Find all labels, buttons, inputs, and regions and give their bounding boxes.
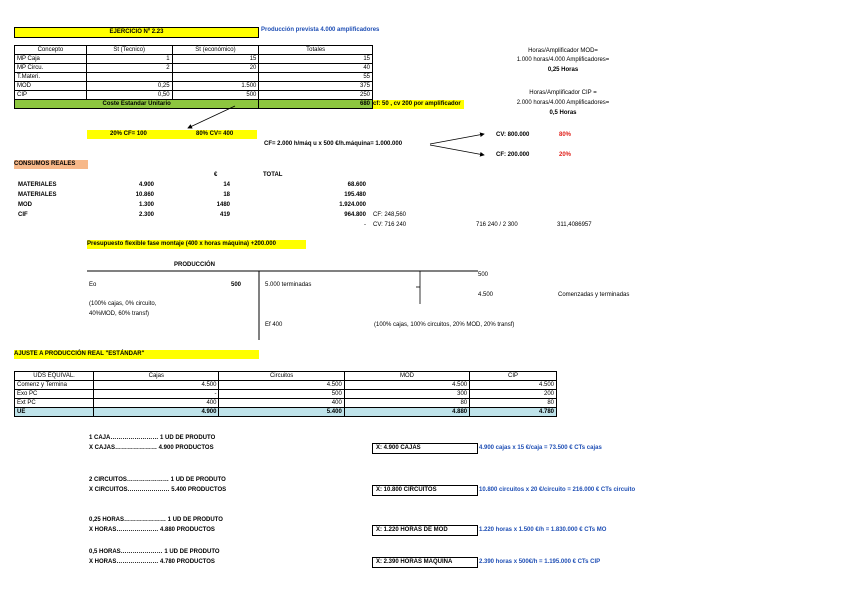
total-value: 680: [259, 100, 373, 109]
col-header: Cajas: [94, 372, 219, 381]
produccion-title: PRODUCCIÓN: [174, 262, 216, 268]
cv-note: CV: 716 240: [373, 222, 407, 228]
consumo-row: 4.900: [138, 182, 154, 188]
consumo-row: 2.300: [138, 212, 154, 218]
cell: 400: [94, 399, 219, 408]
consumo-row: 419: [219, 212, 230, 218]
consumo-row: 10.860: [135, 192, 154, 198]
cell: 400: [219, 399, 344, 408]
cell: MP Caja: [15, 55, 87, 64]
mod-calc-result: 0,25 Horas: [547, 67, 579, 73]
cell: CIP: [15, 91, 87, 100]
consumo-row: 1.300: [138, 202, 154, 208]
rule-line: X HORAS………………… 4.780 PRODUCTOS: [89, 559, 215, 565]
cell: 0,25: [86, 82, 172, 91]
cell: 4.900: [94, 408, 219, 417]
cell: 200: [470, 390, 557, 399]
cf-pct: 20%: [559, 152, 572, 158]
eo-note-2: 40%MOD, 60% transf): [89, 311, 150, 317]
cv-pct: 80%: [559, 132, 572, 138]
cell: 55: [259, 73, 373, 82]
cell: UE: [15, 408, 94, 417]
cell: 1.500: [172, 82, 259, 91]
rule-result-box: X: 1.220 HORAS DE MOD: [372, 525, 478, 536]
cip-calc-line: 2.000 horas/4.000 Amplificadores=: [516, 100, 610, 106]
ef-note: (100% cajas, 100% circuitos, 20% MOD, 20% transf): [374, 322, 515, 328]
consumo-row: 14: [223, 182, 230, 188]
split-cv: 80% CV= 400: [196, 131, 234, 137]
cell: 20: [172, 64, 259, 73]
rule-result: 1.220 horas x 1.500 €/h = 1.830.000 € CTs MO: [479, 527, 607, 533]
rule-line: X CIRCUITOS………………… 5.400 PRODUCTOS: [89, 487, 227, 493]
cell: T.Materi.: [15, 73, 87, 82]
dash: -: [364, 222, 366, 228]
cell: 4.500: [344, 381, 469, 390]
ajuste-title: AJUSTE A PRODUCCIÓN REAL "ESTÁNDAR": [14, 350, 259, 359]
exercise-title: EJERCICIO Nº 2.23: [14, 27, 259, 38]
rule-line: 2 CIRCUITOS………………… 1 UD DE PRODUTO: [89, 477, 226, 483]
total-header: TOTAL: [263, 172, 283, 178]
cell: 2: [86, 64, 172, 73]
consumo-row: MATERIALES: [18, 192, 57, 198]
cell: MP Circu.: [15, 64, 87, 73]
col-header: MOD: [344, 372, 469, 381]
cell: 500: [219, 390, 344, 399]
rule-line: X CAJAS………………… 4.900 PRODUCTOS: [89, 445, 214, 451]
value-500: 500: [478, 272, 489, 278]
rule-result: 2.390 horas x 500€/h = 1.195.000 € CTs CIP: [479, 559, 601, 565]
presupuesto-label: Presupuesto flexible fase montaje (400 x horas máquina) +200.000: [87, 240, 306, 249]
cell: Ext PC: [15, 399, 94, 408]
cip-note: cf: 50 , cv 200 por amplificador: [373, 100, 464, 109]
col-header: Circuitos: [219, 372, 344, 381]
cip-calc-result: 0,5 Horas: [549, 110, 577, 116]
cell: 4.780: [470, 408, 557, 417]
arrow-to-split: [188, 106, 235, 128]
col-header: St (económico): [172, 46, 259, 55]
eo-note-1: (100% cajas, 0% circuito,: [89, 301, 157, 307]
cell: 80: [470, 399, 557, 408]
col-header: CIP: [470, 372, 557, 381]
rule-line: 0,5 HORAS………………… 1 UD DE PRODUTO: [89, 549, 220, 555]
cell: 4.880: [344, 408, 469, 417]
rule-result-box: X: 2.390 HORAS MAQUINA: [372, 557, 478, 568]
consumo-row: MOD: [18, 202, 32, 208]
rule-line: X HORAS………………… 4.880 PRODUCTOS: [89, 527, 215, 533]
cell: 250: [259, 91, 373, 100]
cip-calc-title: Horas/Amplificador CIP =: [529, 90, 597, 96]
cell: 300: [344, 390, 469, 399]
cv-division-result: 311,4086957: [557, 222, 592, 228]
cell: 15: [172, 55, 259, 64]
mod-calc-title: Horas/Amplificador MOD=: [528, 48, 598, 54]
consumo-row: MATERIALES: [18, 182, 57, 188]
col-header: St (Tecnico): [86, 46, 172, 55]
col-header: Totales: [259, 46, 373, 55]
consumo-row: 1.924.000: [339, 202, 366, 208]
cell: 4.500: [94, 381, 219, 390]
mod-calc-line: 1.000 horas/4.000 Amplificadores=: [516, 57, 610, 63]
cf-note: CF: 248,560: [373, 212, 407, 218]
total-label: Coste Estandar Unitario: [15, 100, 259, 109]
cf-formula: CF= 2.000 h/máq u x 500 €/h.máquina= 1.000.000: [264, 141, 403, 147]
rule-result-box: X: 4.900 CAJAS: [372, 443, 478, 454]
consumo-row: CIF: [18, 212, 28, 218]
cv-result: CV: 800.000: [496, 132, 530, 138]
currency-symbol: €: [214, 172, 218, 178]
consumos-title: CONSUMOS REALES: [14, 160, 88, 169]
cell: 375: [259, 82, 373, 91]
consumo-row: 1480: [216, 202, 230, 208]
consumo-row: 68.600: [347, 182, 366, 188]
consumo-row: 195.480: [344, 192, 366, 198]
terminadas-label: 5.000 terminadas: [265, 282, 312, 288]
ef-label: Ef 400: [265, 322, 283, 328]
eo-value: 500: [231, 282, 242, 288]
rule-result: 10.800 circuitos x 20 €/circuito = 216.000 € CTs circuito: [479, 487, 636, 493]
cell: -: [94, 390, 219, 399]
cell: MOD: [15, 82, 87, 91]
consumo-row: 964.800: [344, 212, 366, 218]
rule-line: 1 CAJA…………………… 1 UD DE PRODUTO: [89, 435, 216, 441]
col-header: Concepto: [15, 46, 87, 55]
eo-label: Eo: [89, 282, 97, 288]
cell: 1: [86, 55, 172, 64]
cell: 15: [259, 55, 373, 64]
cell: 4.500: [470, 381, 557, 390]
cell: 5.400: [219, 408, 344, 417]
col-header: UDS EQUIVAL.: [15, 372, 94, 381]
arrow-to-cv: [430, 134, 484, 144]
cell: Exo PC: [15, 390, 94, 399]
cell: 500: [172, 91, 259, 100]
cell: 80: [344, 399, 469, 408]
cell: Comenz y Termina: [15, 381, 94, 390]
cf-result: CF: 200.000: [496, 152, 530, 158]
rule-result-box: X: 10.800 CIRCUITOS: [372, 485, 478, 496]
rule-line: 0,25 HORAS………………… 1 UD DE PRODUTO: [89, 517, 223, 523]
value-4500: 4.500: [478, 292, 494, 298]
comenzadas-label: Comenzadas y terminadas: [558, 292, 630, 298]
cv-division: 716 240 / 2 300: [476, 222, 518, 228]
arrow-to-cf: [430, 145, 484, 155]
cell: 4.500: [219, 381, 344, 390]
production-note: Producción prevista 4.000 amplificadores: [261, 27, 380, 33]
cell: 0,50: [86, 91, 172, 100]
split-cf: 20% CF= 100: [110, 131, 147, 137]
cell: 40: [259, 64, 373, 73]
rule-result: 4.900 cajas x 15 €/caja = 73.500 € CTs cajas: [479, 445, 602, 451]
consumo-row: 18: [223, 192, 230, 198]
